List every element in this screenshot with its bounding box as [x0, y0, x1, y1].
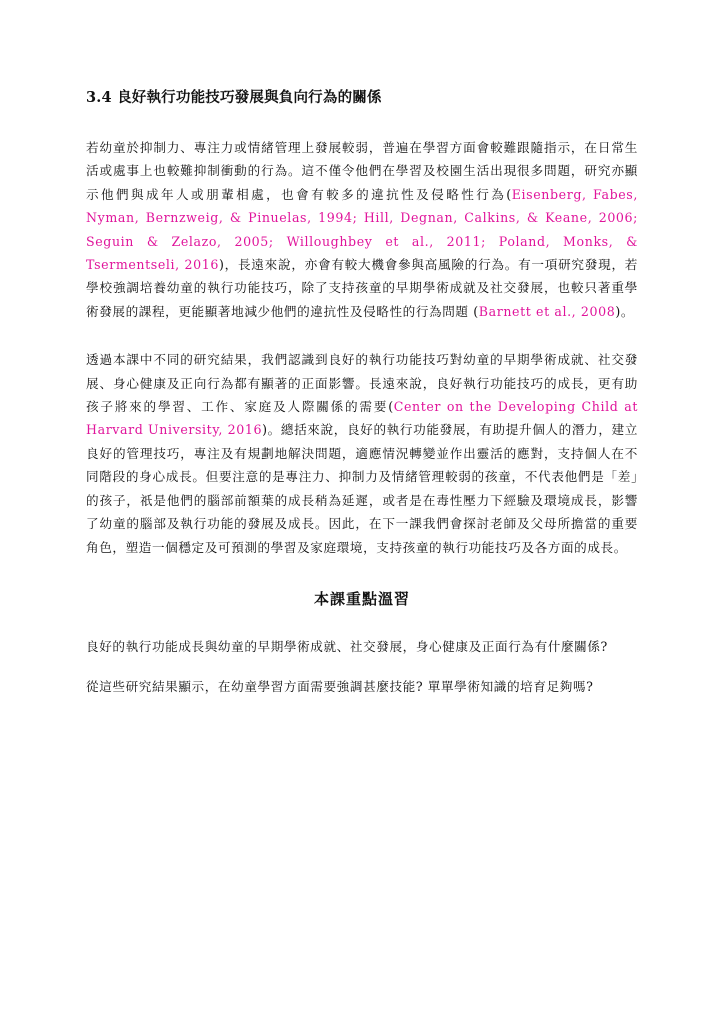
paragraph-text: )。	[615, 303, 635, 319]
review-question-2: 從這些研究結果顯示，在幼童學習方面需要強調甚麼技能? 單單學術知識的培育足夠嗎?	[86, 679, 594, 695]
paragraph-text: )。總括來說，良好的執行功能發展，有助提升個人的潛力，建立良好的管理技巧，專注及有規劃地解決問題，適應情況轉變並作出靈活的應對，支持個人在不同階段的身心成長。但要注意的是專注力、抑制力及情緒管理較弱的孩童，不代表他們是「差」的孩子，祇是他們的腦部前額葉的成長稍為延遲，或者是在毒性壓力下經驗及環境成長，影響了幼童的腦部及執行功能的發展及成長。因此，在下一課我們會探討老師及父母所擔當的重要角色，塑造一個穩定及可預測的學習及家庭環境，支持孩童的執行功能技巧及各方面的成長。	[86, 422, 638, 555]
review-heading: 本課重點溫習	[313, 589, 410, 608]
section-heading: 3.4 良好執行功能技巧發展與負向行為的關係	[86, 89, 382, 106]
citation-barnett: Barnett et al., 2008	[478, 303, 616, 319]
review-question-1: 良好的執行功能成長與幼童的早期學術成就、社交發展，身心健康及正面行為有什麼關係?	[86, 638, 608, 654]
citation-list: Eisenberg, Fabes, Nyman, Bernzweig, & Pinuelas, 1994; Hill, Degnan, Calkins, & Keane, 2006; Seguin & Zelazo, 2005; Willoughbey et al., 2011; Poland, Monks, & Tsermentseli, 2016	[86, 186, 638, 273]
paragraph-summary	[86, 348, 638, 559]
citation-harvard: Center on the Developing Child at Harvard University, 2016	[86, 399, 638, 438]
paragraph-text: 透過本課中不同的研究結果，我們認識到良好的執行功能技巧對幼童的早期學術成就、社交發展、身心健康及正向行為都有顯著的正面影響。長遠來說，良好執行功能技巧的成長，更有助孩子將來的學習、工作、家庭及人際關係的需要(	[86, 352, 638, 415]
paragraph-text: )，長遠來說，亦會有較大機會參與高風險的行為。有一項研究發現，若學校強調培養幼童的執行功能技巧，除了支持孩童的早期學術成就及社交發展，也較只著重學術發展的課程，更能顯著地減少他們的違抗性及侵略性的行為問題 (	[86, 257, 638, 319]
paragraph-negative-behaviour	[86, 136, 638, 323]
paragraph-text: 若幼童於抑制力、專注力或情緒管理上發展較弱，普遍在學習方面會較難跟隨指示，在日常生活或處事上也較難抑制衝動的行為。這不僅令他們在學習及校園生活出現很多問題，研究亦顯示他們與成年人或朋輩相處，也會有較多的違抗性及侵略性行為(	[86, 140, 638, 202]
document-page	[86, 88, 638, 699]
